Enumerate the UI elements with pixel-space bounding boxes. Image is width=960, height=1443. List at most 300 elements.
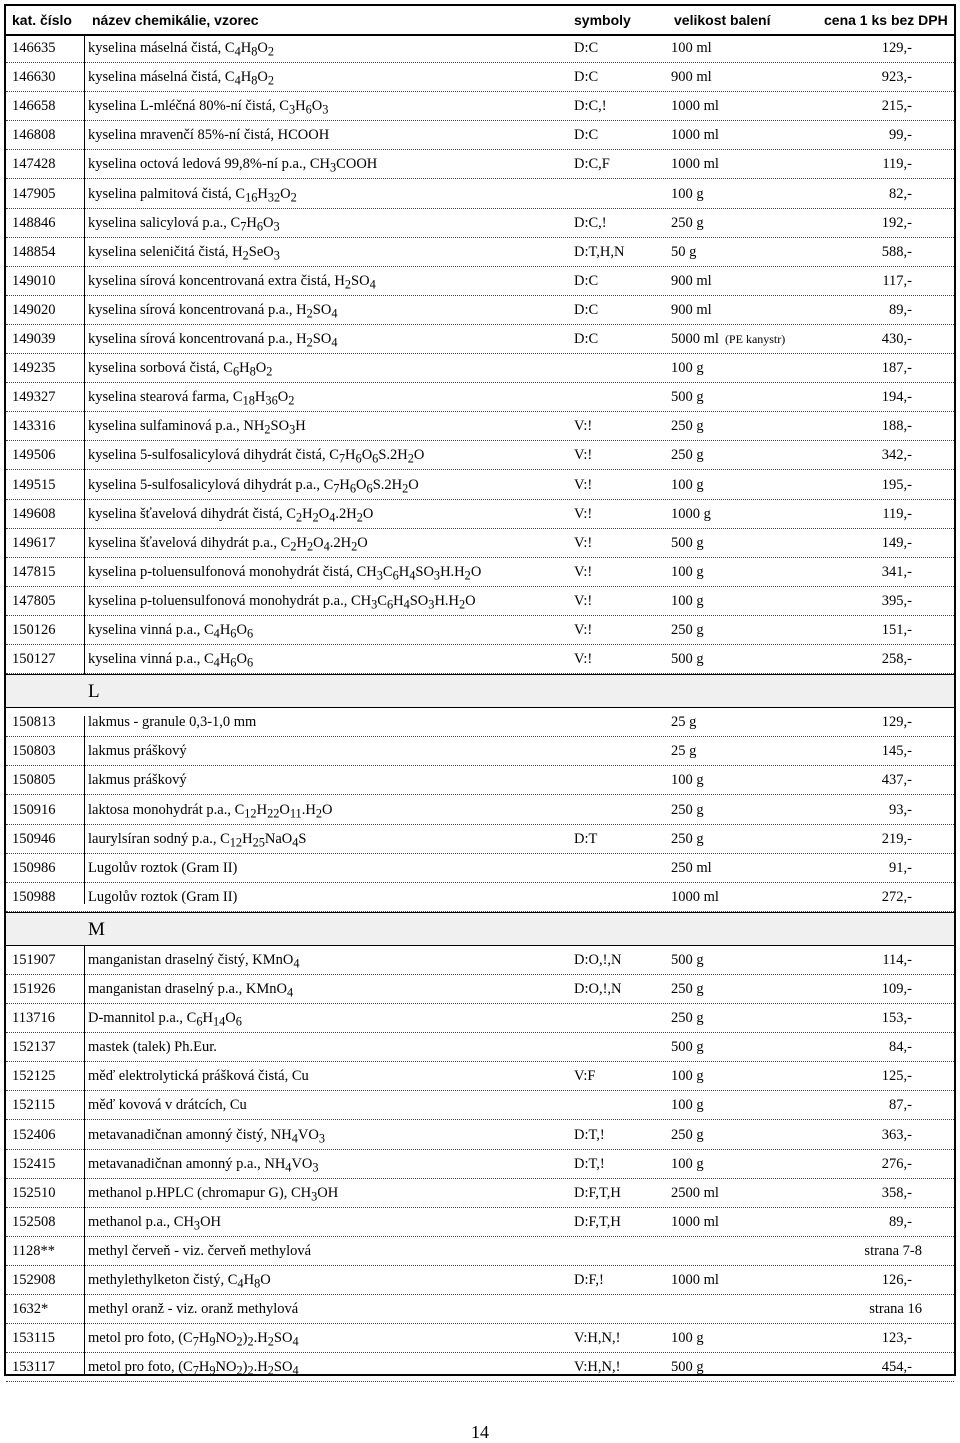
chemical-name: kyselina stearová farma, $C_{18}H_{36}O_2$ bbox=[88, 389, 295, 408]
table-row bbox=[6, 708, 954, 737]
package-size bbox=[671, 209, 831, 238]
table-row bbox=[6, 296, 954, 325]
package-size-value: 900 ml bbox=[671, 272, 712, 289]
hazard-symbols: D:T,H,N bbox=[574, 243, 625, 260]
price: 454,- bbox=[881, 1359, 912, 1376]
price: 125,- bbox=[881, 1068, 912, 1085]
catalog-number: 147428 bbox=[12, 156, 56, 173]
package-size bbox=[671, 1353, 831, 1382]
package-size bbox=[671, 708, 831, 737]
table-row bbox=[6, 412, 954, 441]
table-row bbox=[6, 267, 954, 296]
catalog-number: 150916 bbox=[12, 801, 56, 818]
hazard-symbols: D:C,! bbox=[574, 98, 607, 115]
chemical-name: laurylsíran sodný p.a., $C_{12}H_{25}NaO_4S$ bbox=[88, 830, 307, 850]
package-size-value: 100 g bbox=[671, 1068, 704, 1085]
package-size-value: 100 g bbox=[671, 772, 704, 789]
package-size bbox=[671, 1295, 831, 1324]
price: 195,- bbox=[881, 476, 912, 493]
package-size-value: 250 g bbox=[671, 801, 704, 818]
table-row bbox=[6, 1295, 954, 1324]
hazard-symbols: D:F,T,H bbox=[574, 1184, 621, 1201]
page-number: 14 bbox=[471, 1422, 489, 1442]
catalog-number: 149327 bbox=[12, 389, 56, 406]
price: 153,- bbox=[881, 1010, 912, 1027]
price: 129,- bbox=[881, 714, 912, 731]
header-catalog-number: kat. číslo bbox=[12, 12, 72, 28]
price: 109,- bbox=[881, 981, 912, 997]
table-row bbox=[6, 1208, 954, 1237]
catalog-number: 149039 bbox=[12, 331, 56, 347]
catalog-number: 152908 bbox=[12, 1272, 56, 1288]
table-row bbox=[6, 737, 954, 766]
package-size bbox=[671, 825, 831, 854]
chemical-name: mastek (talek) Ph.Eur. bbox=[88, 1039, 217, 1056]
chemical-name: kyselina p-toluensulfonová monohydrát čistá, $CH_3C_6H_4SO_3H.H_2O$ bbox=[88, 563, 482, 583]
catalog-number: 152415 bbox=[12, 1155, 56, 1172]
catalog-number: 148846 bbox=[12, 214, 56, 231]
package-size-value: 250 g bbox=[671, 622, 704, 638]
price: 129,- bbox=[881, 40, 912, 56]
price: 89,- bbox=[889, 1213, 912, 1230]
package-size-value: 100 g bbox=[671, 360, 704, 377]
chemical-name: kyselina 5-sulfosalicylová dihydrát p.a., $C_7H_6O_6S.2H_2O$ bbox=[88, 476, 419, 496]
package-size-value: 100 g bbox=[671, 563, 704, 580]
package-size-value: 250 g bbox=[671, 214, 704, 231]
package-size-value: 50 g bbox=[671, 243, 697, 260]
catalog-number: 149515 bbox=[12, 476, 56, 493]
price: 126,- bbox=[881, 1272, 912, 1288]
chemical-name: kyselina p-toluensulfonová monohydrát p.a., $CH_3C_6H_4SO_3H.H_2O$ bbox=[88, 592, 476, 612]
package-size-value: 1000 ml bbox=[671, 1213, 719, 1230]
chemical-name: kyselina sírová koncentrovaná p.a., $H_2SO_4$ bbox=[88, 331, 338, 350]
package-size bbox=[671, 63, 831, 92]
table-row bbox=[6, 529, 954, 558]
package-size-value: 500 g bbox=[671, 389, 704, 406]
price: 114,- bbox=[882, 951, 912, 968]
section-letter: M bbox=[88, 918, 105, 940]
chemical-name: lakmus práškový bbox=[88, 743, 187, 760]
package-size-value: 250 g bbox=[671, 981, 704, 997]
table-row bbox=[6, 587, 954, 616]
chemical-name: methanol p.a., $CH_3OH$ bbox=[88, 1213, 222, 1233]
package-size-value: 5000 ml bbox=[671, 331, 719, 347]
package-size bbox=[671, 558, 831, 587]
table-row bbox=[6, 441, 954, 470]
hazard-symbols bbox=[574, 383, 664, 412]
chemical-name: metavanadičnan amonný čistý, $NH_4VO_3$ bbox=[88, 1126, 326, 1146]
chemical-name: kyselina octová ledová 99,8%-ní p.a., $CH_3COOH$ bbox=[88, 156, 378, 176]
hazard-symbols: V:! bbox=[574, 418, 593, 435]
chemical-name: kyselina palmitová čistá, $C_{16}H_{32}O_2$ bbox=[88, 185, 297, 205]
price: 272,- bbox=[881, 888, 912, 905]
package-size-value: 250 g bbox=[671, 830, 704, 847]
package-size-value: 1000 ml bbox=[671, 888, 719, 905]
price-table bbox=[4, 4, 956, 1376]
hazard-symbols bbox=[574, 708, 664, 737]
package-size-value: 100 g bbox=[671, 1097, 704, 1114]
price: 145,- bbox=[881, 743, 912, 760]
table-row bbox=[6, 471, 954, 500]
price: 123,- bbox=[881, 1330, 912, 1347]
package-note: (PE kanystr) bbox=[724, 332, 786, 346]
table-row bbox=[6, 500, 954, 529]
chemical-name: kyselina sorbová čistá, $C_6H_8O_2$ bbox=[88, 360, 273, 379]
hazard-symbols: D:C bbox=[574, 127, 599, 144]
hazard-symbols bbox=[574, 883, 664, 912]
catalog-number: 152125 bbox=[12, 1068, 56, 1085]
table-row bbox=[6, 796, 954, 825]
catalog-number: 151926 bbox=[12, 981, 56, 997]
hazard-symbols: D:C bbox=[574, 331, 599, 347]
hazard-symbols: D:F,T,H bbox=[574, 1213, 621, 1230]
catalog-number: 1128** bbox=[12, 1242, 55, 1259]
package-size-value: 250 g bbox=[671, 1010, 704, 1027]
package-size bbox=[671, 267, 831, 296]
table-row bbox=[6, 946, 954, 975]
package-size-value: 500 g bbox=[671, 651, 704, 668]
package-size bbox=[671, 975, 831, 1004]
package-size-value: 100 g bbox=[671, 476, 704, 493]
package-size bbox=[671, 500, 831, 529]
package-size bbox=[671, 1179, 831, 1208]
table-row bbox=[6, 616, 954, 645]
catalog-number: 1632* bbox=[12, 1301, 49, 1318]
price: 119,- bbox=[882, 505, 912, 522]
table-row bbox=[6, 121, 954, 150]
price: 437,- bbox=[881, 772, 912, 789]
chemical-name: kyselina sulfaminová p.a., $NH_2SO_3H$ bbox=[88, 418, 306, 437]
hazard-symbols: V:! bbox=[574, 563, 593, 580]
hazard-symbols: D:O,!,N bbox=[574, 981, 622, 997]
table-row bbox=[6, 34, 954, 63]
table-row bbox=[6, 150, 954, 179]
chemical-name: kyselina L-mléčná 80%-ní čistá, $C_3H_6O_3$ bbox=[88, 98, 329, 117]
table-row bbox=[6, 645, 954, 674]
package-size bbox=[671, 1208, 831, 1237]
catalog-number: 152510 bbox=[12, 1184, 56, 1201]
section-header bbox=[6, 674, 954, 708]
price: 219,- bbox=[881, 830, 912, 847]
package-size-value: 100 ml bbox=[671, 40, 712, 56]
package-size bbox=[671, 1091, 831, 1120]
price: 187,- bbox=[881, 360, 912, 377]
package-size bbox=[671, 737, 831, 766]
package-size-value: 500 g bbox=[671, 534, 704, 551]
catalog-number: 146630 bbox=[12, 69, 56, 86]
hazard-symbols: D:T bbox=[574, 830, 598, 847]
chemical-name: kyselina šťavelová dihydrát čistá, $C_2H_2O_4.2H_2O$ bbox=[88, 505, 374, 525]
package-size-value: 250 ml bbox=[671, 859, 712, 876]
price: 342,- bbox=[881, 447, 912, 464]
price: 923,- bbox=[881, 69, 912, 86]
table-row bbox=[6, 1353, 954, 1382]
catalog-number: 151907 bbox=[12, 951, 56, 968]
package-size-value: 1000 ml bbox=[671, 127, 719, 144]
table-row bbox=[6, 1121, 954, 1150]
header-price: cena 1 ks bez DPH bbox=[824, 12, 948, 28]
chemical-name: kyselina vinná p.a., $C_4H_6O_6$ bbox=[88, 622, 254, 641]
hazard-symbols bbox=[574, 1091, 664, 1120]
catalog-number: 152406 bbox=[12, 1126, 56, 1143]
table-row bbox=[6, 63, 954, 92]
package-size bbox=[671, 296, 831, 325]
package-size-value: 900 ml bbox=[671, 69, 712, 86]
package-size-value: 25 g bbox=[671, 743, 697, 760]
section-letter: L bbox=[88, 681, 100, 703]
package-size-value: 500 g bbox=[671, 1359, 704, 1376]
catalog-number: 149617 bbox=[12, 534, 56, 551]
catalog-number: 150805 bbox=[12, 772, 56, 789]
chemical-name: Lugolův roztok (Gram II) bbox=[88, 888, 238, 905]
price: 89,- bbox=[889, 301, 912, 318]
package-size bbox=[671, 766, 831, 795]
chemical-name: methyl červeň - viz. červeň methylová bbox=[88, 1242, 312, 1259]
price: 395,- bbox=[881, 592, 912, 609]
package-size bbox=[671, 946, 831, 975]
header-symbols: symboly bbox=[574, 12, 631, 28]
table-row bbox=[6, 354, 954, 383]
hazard-symbols: D:T,! bbox=[574, 1155, 605, 1172]
package-size-value: 1000 ml bbox=[671, 1272, 719, 1288]
price: 188,- bbox=[881, 418, 912, 435]
chemical-name: methanol p.HPLC (chromapur G), $CH_3OH$ bbox=[88, 1184, 339, 1204]
package-size bbox=[671, 645, 831, 674]
catalog-number: 149235 bbox=[12, 360, 56, 377]
hazard-symbols bbox=[574, 1295, 664, 1324]
package-size-value: 1000 ml bbox=[671, 98, 719, 115]
catalog-number: 150986 bbox=[12, 859, 56, 876]
catalog-number: 152115 bbox=[12, 1097, 55, 1114]
chemical-name: měď kovová v drátcích, Cu bbox=[88, 1097, 247, 1114]
package-size bbox=[671, 1121, 831, 1150]
catalog-number: 153117 bbox=[12, 1359, 55, 1376]
hazard-symbols: D:O,!,N bbox=[574, 951, 622, 968]
hazard-symbols: D:C bbox=[574, 272, 599, 289]
price: 215,- bbox=[881, 98, 912, 115]
hazard-symbols: V:! bbox=[574, 476, 593, 493]
catalog-number: 149506 bbox=[12, 447, 56, 464]
package-size bbox=[671, 616, 831, 645]
catalog-number: 146658 bbox=[12, 98, 56, 115]
table-row bbox=[6, 325, 954, 354]
catalog-number: 153115 bbox=[12, 1330, 55, 1347]
package-size bbox=[671, 883, 831, 912]
hazard-symbols bbox=[574, 766, 664, 795]
hazard-symbols: D:C bbox=[574, 40, 599, 56]
price: 117,- bbox=[882, 272, 912, 289]
price: 151,- bbox=[881, 622, 912, 638]
hazard-symbols bbox=[574, 737, 664, 766]
price: 119,- bbox=[882, 156, 912, 173]
chemical-name: kyselina seleničitá čistá, $H_2SeO_3$ bbox=[88, 243, 280, 263]
hazard-symbols: V:F bbox=[574, 1068, 596, 1085]
package-size bbox=[671, 34, 831, 63]
table-row bbox=[6, 975, 954, 1004]
chemical-name: kyselina 5-sulfosalicylová dihydrát čistá, $C_7H_6O_6S.2H_2O$ bbox=[88, 447, 425, 467]
package-size bbox=[671, 1004, 831, 1033]
page-reference: strana 7-8 bbox=[864, 1242, 922, 1259]
hazard-symbols: D:F,! bbox=[574, 1272, 604, 1288]
price: 82,- bbox=[889, 185, 912, 202]
package-size bbox=[671, 529, 831, 558]
chemical-name: lakmus - granule 0,3-1,0 mm bbox=[88, 714, 257, 731]
hazard-symbols bbox=[574, 354, 664, 383]
table-row bbox=[6, 1324, 954, 1353]
hazard-symbols: V:! bbox=[574, 651, 593, 668]
hazard-symbols: V:H,N,! bbox=[574, 1359, 621, 1376]
catalog-number: 150813 bbox=[12, 714, 56, 731]
package-size bbox=[671, 441, 831, 470]
hazard-symbols bbox=[574, 1004, 664, 1033]
price: 149,- bbox=[881, 534, 912, 551]
chemical-name: kyselina mravenčí 85%-ní čistá, HCOOH bbox=[88, 127, 330, 144]
package-size-value: 25 g bbox=[671, 714, 697, 731]
package-size-value: 100 g bbox=[671, 1330, 704, 1347]
package-size bbox=[671, 238, 831, 267]
package-size-value: 250 g bbox=[671, 447, 704, 464]
price: 99,- bbox=[889, 127, 912, 144]
chemical-name: laktosa monohydrát p.a., $C_{12}H_{22}O_{11}.H_2O$ bbox=[88, 801, 333, 821]
package-size-value: 500 g bbox=[671, 1039, 704, 1056]
package-size bbox=[671, 796, 831, 825]
catalog-number: 143316 bbox=[12, 418, 56, 435]
catalog-number: 113716 bbox=[12, 1010, 55, 1027]
package-size bbox=[671, 121, 831, 150]
hazard-symbols: D:C,F bbox=[574, 156, 610, 173]
price: 91,- bbox=[889, 859, 912, 876]
package-size-value: 250 g bbox=[671, 418, 704, 435]
table-row bbox=[6, 854, 954, 883]
catalog-number: 150946 bbox=[12, 830, 56, 847]
package-size-value: 1000 ml bbox=[671, 156, 719, 173]
price: 358,- bbox=[881, 1184, 912, 1201]
hazard-symbols: V:! bbox=[574, 622, 593, 638]
table-row bbox=[6, 1179, 954, 1208]
chemical-name: kyselina máselná čistá, $C_4H_8O_2$ bbox=[88, 40, 275, 59]
table-row bbox=[6, 209, 954, 238]
catalog-number: 147805 bbox=[12, 592, 56, 609]
package-size bbox=[671, 1150, 831, 1179]
price: 84,- bbox=[889, 1039, 912, 1056]
catalog-number: 149010 bbox=[12, 272, 56, 289]
catalog-number: 150803 bbox=[12, 743, 56, 760]
chemical-name: kyselina vinná p.a., $C_4H_6O_6$ bbox=[88, 651, 254, 670]
package-size bbox=[671, 1237, 831, 1266]
package-size bbox=[671, 471, 831, 500]
table-row bbox=[6, 1062, 954, 1091]
catalog-number: 150988 bbox=[12, 888, 56, 905]
hazard-symbols: V:! bbox=[574, 592, 593, 609]
table-row bbox=[6, 825, 954, 854]
package-size bbox=[671, 1324, 831, 1353]
hazard-symbols: V:H,N,! bbox=[574, 1330, 621, 1347]
chemical-name: manganistan draselný čistý, KMnO$_4$ bbox=[88, 951, 300, 971]
hazard-symbols: D:C bbox=[574, 301, 599, 318]
page-reference: strana 16 bbox=[869, 1301, 922, 1318]
package-size bbox=[671, 92, 831, 121]
catalog-number: 146808 bbox=[12, 127, 56, 144]
price: 588,- bbox=[881, 243, 912, 260]
chemical-name: kyselina sírová koncentrovaná p.a., $H_2SO_4$ bbox=[88, 301, 338, 321]
table-row bbox=[6, 766, 954, 795]
chemical-name: kyselina salicylová p.a., $C_7H_6O_3$ bbox=[88, 214, 280, 234]
chemical-name: metol pro foto, $(C_7H_9NO_2)_2.H_2SO_4$ bbox=[88, 1330, 299, 1349]
package-size-value: 100 g bbox=[671, 592, 704, 609]
hazard-symbols bbox=[574, 796, 664, 825]
table-row bbox=[6, 1150, 954, 1179]
package-size bbox=[671, 412, 831, 441]
price: 276,- bbox=[881, 1155, 912, 1172]
table-row bbox=[6, 180, 954, 209]
price: 87,- bbox=[889, 1097, 912, 1114]
package-size-value: 500 g bbox=[671, 951, 704, 968]
hazard-symbols: D:C bbox=[574, 69, 599, 86]
package-size bbox=[671, 1266, 831, 1295]
catalog-number: 149020 bbox=[12, 301, 56, 318]
header-chemical-name: název chemikálie, vzorec bbox=[92, 12, 259, 28]
package-size bbox=[671, 325, 831, 354]
price: 341,- bbox=[881, 563, 912, 580]
table-row bbox=[6, 238, 954, 267]
chemical-name: kyselina máselná čistá, $C_4H_8O_2$ bbox=[88, 69, 275, 88]
package-size bbox=[671, 854, 831, 883]
hazard-symbols bbox=[574, 854, 664, 883]
chemical-name: metol pro foto, $(C_7H_9NO_2)_2.H_2SO_4$ bbox=[88, 1359, 299, 1378]
package-size-value: 100 g bbox=[671, 185, 704, 202]
package-size bbox=[671, 587, 831, 616]
chemical-name: kyselina šťavelová dihydrát p.a., $C_2H_2O_4.2H_2O$ bbox=[88, 534, 368, 554]
hazard-symbols bbox=[574, 1033, 664, 1062]
chemical-name: methyl oranž - viz. oranž methylová bbox=[88, 1301, 299, 1318]
hazard-symbols bbox=[574, 1237, 664, 1266]
chemical-name: methylethylketon čistý, $C_4H_8O$ bbox=[88, 1272, 271, 1291]
price: 192,- bbox=[881, 214, 912, 231]
hazard-symbols: V:! bbox=[574, 505, 593, 522]
header-package-size: velikost balení bbox=[674, 12, 771, 28]
package-size bbox=[671, 150, 831, 179]
hazard-symbols: V:! bbox=[574, 534, 593, 551]
catalog-number: 147815 bbox=[12, 563, 56, 580]
hazard-symbols: V:! bbox=[574, 447, 593, 464]
table-row bbox=[6, 1004, 954, 1033]
price: 430,- bbox=[881, 331, 912, 347]
chemical-name: kyselina sírová koncentrovaná extra čistá, $H_2SO_4$ bbox=[88, 272, 376, 292]
package-size bbox=[671, 383, 831, 412]
package-size-value: 1000 g bbox=[671, 505, 711, 522]
table-row bbox=[6, 1266, 954, 1295]
table-row bbox=[6, 558, 954, 587]
price: 363,- bbox=[881, 1126, 912, 1143]
chemical-name: D-mannitol p.a., $C_6H_{14}O_6$ bbox=[88, 1010, 242, 1029]
package-size bbox=[671, 1033, 831, 1062]
hazard-symbols bbox=[574, 180, 664, 209]
package-size bbox=[671, 1062, 831, 1091]
section-header bbox=[6, 912, 954, 946]
package-size bbox=[671, 180, 831, 209]
table-row bbox=[6, 1237, 954, 1266]
catalog-number: 150127 bbox=[12, 651, 56, 668]
package-size-value: 100 g bbox=[671, 1155, 704, 1172]
hazard-symbols: D:C,! bbox=[574, 214, 607, 231]
table-row bbox=[6, 1033, 954, 1062]
price: 258,- bbox=[881, 651, 912, 668]
table-row bbox=[6, 383, 954, 412]
package-size-value: 2500 ml bbox=[671, 1184, 719, 1201]
catalog-number: 148854 bbox=[12, 243, 56, 260]
table-header bbox=[6, 6, 954, 36]
table-row bbox=[6, 92, 954, 121]
